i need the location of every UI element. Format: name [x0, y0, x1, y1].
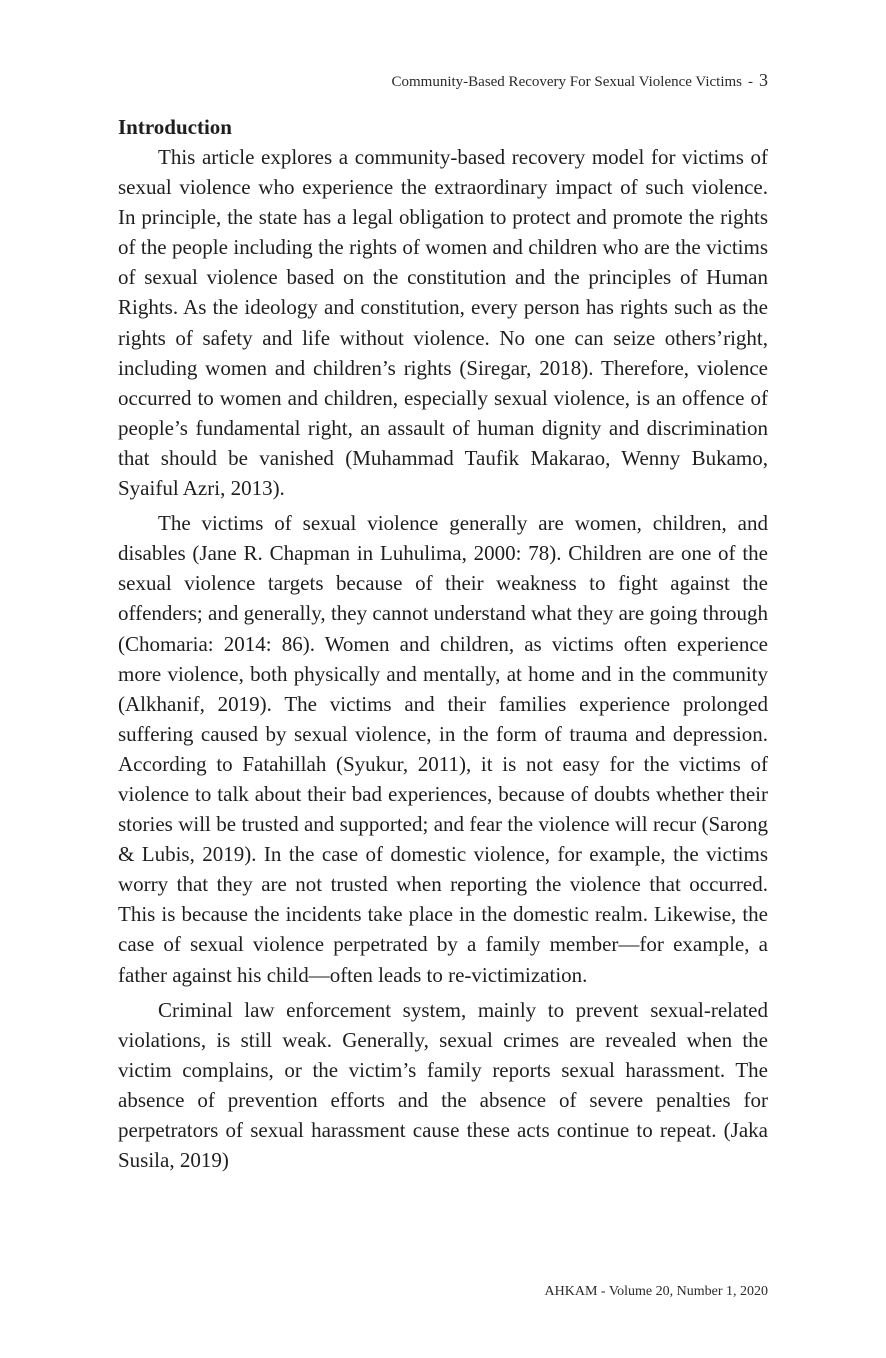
section-heading: Introduction [118, 115, 232, 139]
journal-name: AHKAM [544, 1284, 598, 1299]
paragraph-2: The victims of sexual violence generally are women, children, and disables (Jane R. Chapman in Luhulima, 2000: 78). Children are one of the sexual violence targets because of their weakness to fight against the offenders; and generally, they cannot understand what they are going through (Chomaria: 2014: 86). Women and children, as victims often experience more violence, both physically and mentally, at home and in the community (Alkhanif, 2019). The victims and their families experience prolonged suffering caused by sexual violence, in the form of trauma and depression. According to Fatahillah (Syukur, 2011), it is not easy for the victims of violence to talk about their bad experiences, because of doubts whether their stories will be trusted and supported; and fear the violence will recur (Sarong & Lubis, 2019). In the case of domestic violence, for example, the victims worry that they are not trusted when reporting the violence that occurred. This is because the incidents take place in the domestic realm. Likewise, the case of sexual violence perpetrated by a family member—for example, a father against his child—often leads to re-victimization. [118, 511, 768, 987]
footer-separator: - [600, 1284, 606, 1299]
paragraph-3: Criminal law enforcement system, mainly to prevent sexual-related violations, is still weak. Generally, sexual crimes are revealed when the victim complains, or the victim’s family reports sexual harassment. The absence of prevention efforts and the absence of severe penalties for perpetrators of sexual harassment cause these acts continue to repeat. (Jaka Susila, 2019) [118, 997, 768, 1173]
page-number: 3 [759, 70, 768, 90]
running-title: Community-Based Recovery For Sexual Violence Victims [391, 74, 742, 90]
article-body [118, 112, 768, 1175]
journal-issue: Volume 20, Number 1, 2020 [608, 1284, 768, 1299]
paragraph-1: This article explores a community-based recovery model for victims of sexual violence who experience the extraordinary impact of such violence. In principle, the state has a legal obligation to protect and promote the rights of the people including the rights of women and children who are the victims of sexual violence based on the constitution and the principles of Human Rights. As the ideology and constitution, every person has rights such as the rights of safety and life without violence. No one can seize others’right, including women and children’s rights (Siregar, 2018). Therefore, violence occurred to women and children, especially sexual violence, is an offence of people’s fundamental right, an assault of human dignity and discrimination that should be vanished (Muhammad Taufik Makarao, Wenny Bukamo, Syaiful Azri, 2013). [118, 145, 768, 501]
header-separator: - [748, 74, 753, 90]
running-footer [545, 1284, 769, 1300]
running-header [391, 70, 768, 91]
